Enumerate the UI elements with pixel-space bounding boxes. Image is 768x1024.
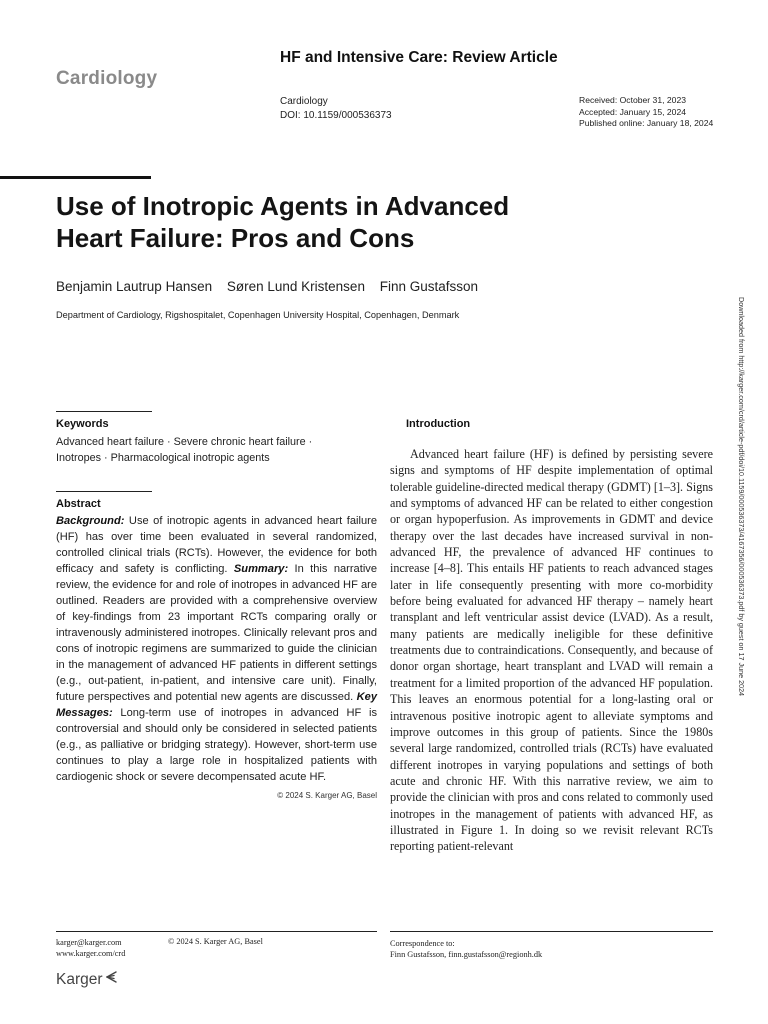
keywords-rule — [56, 411, 152, 412]
footer-email[interactable]: karger@karger.com — [56, 938, 122, 947]
footer-rule-right — [390, 931, 713, 932]
affiliation: Department of Cardiology, Rigshospitalet, Copenhagen University Hospital, Copenhagen, Denmark — [56, 310, 460, 320]
introduction-heading: Introduction — [406, 418, 471, 430]
dates-meta — [579, 95, 713, 130]
article-title: Use of Inotropic Agents in Advanced Heart Failure: Pros and Cons — [56, 191, 510, 253]
accepted-date: Accepted: January 15, 2024 — [579, 106, 687, 117]
keywords-heading: Keywords — [56, 418, 109, 430]
publisher-logo — [56, 971, 118, 989]
keywords-text: Advanced heart failure · Severe chronic heart failure · Inotropes · Pharmacological inotropic agents — [56, 436, 313, 464]
author: Finn Gustafsson — [379, 279, 479, 294]
journal-meta — [280, 95, 392, 123]
footer-correspondence — [390, 939, 542, 960]
abstract-rule — [56, 491, 152, 492]
abstract-key-text: Long-term use of inotropes in advanced HF is controversial and should only be considered in selected patients (e.g., as palliative or bridging strategy). However, short-term use continues to play a large role in hospitalized patients with cardiogenic shock or severe decompensated acute HF. — [56, 707, 377, 783]
doi[interactable]: DOI: 10.1159/000536373 — [280, 110, 392, 121]
publisher-logo-text: Karger — [56, 971, 103, 988]
journal-name: Cardiology — [280, 96, 328, 107]
author: Søren Lund Kristensen — [226, 279, 365, 294]
abstract-summary-text: In this narrative review, the evidence for and role of inotropes in advanced HF are outlined. Readers are provided with a comprehensive overview of key-findings from 23 important RCTs comparing orally or intravenously administered inotropes. Clinically relevant pros and cons of inotropic regimens are summarized to guide the clinician in the management of advanced HF patients in different settings (e.g., out-patient, in-patient, and intensive care unit). Finally, future perspectives and potential new agents are discussed. — [56, 563, 377, 703]
introduction-body: Advanced heart failure (HF) is defined by persisting severe signs and symptoms of HF despite implementation of optimal tolerable guideline-directed medical therapy (GDMT) [1–3]. Signs and symptoms of advanced HF can be related to either congestion or organ hypoperfusion. As improvements in GDMT and device therapy over the last decades have increased survival in non-advanced HF, the prevalence of advanced HF continues to increase [4–8]. This entails HF patients to reach advanced stages later in life consequently presenting with more co-morbidity before being evaluated for advanced HF therapy – namely heart transplant and left ventricular assist device (LVAD). As a result, many patients are medically ineligible for these definitive treatments due to contraindications. Consequently, and because of donor organ shortage, heart transplant and LVAD will remain a treatment for a limited proportion of the advanced HF population. This leaves an enormous potential for a long-lasting oral or intravenous positive inotropic agent to alleviate symptoms and improve outcomes in this group of patients. Since the 1980s several large randomized, controlled trials (RCTs) have evaluated different inotropes in varying populations and settings of both acute and chronic HF. With this narrative review, we aim to provide the clinician with pros and cons related to commonly used inotropes in the management of patients with advanced HF, as illustrated in Figure 1. In doing so we revisit relevant RCTs reporting patient-relevant — [390, 447, 713, 854]
footer-website[interactable]: www.karger.com/crd — [56, 949, 126, 958]
abstract-background-label: Background: — [56, 515, 125, 527]
journal-logo: Cardiology — [56, 68, 158, 89]
download-note: Downloaded from http://karger.com/crd/article-pdf/doi/10.1159/000536373/4167356/000536373.pdf by guest on 17 June 2024 — [737, 297, 746, 697]
abstract-copyright: © 2024 S. Karger AG, Basel — [277, 791, 377, 800]
title-rule — [0, 176, 151, 179]
publisher-mark-icon — [104, 970, 118, 984]
author: Benjamin Lautrup Hansen — [56, 279, 213, 294]
article-type: HF and Intensive Care: Review Article — [280, 49, 558, 66]
abstract-body — [56, 513, 377, 804]
abstract-key-label: Key Messages: — [56, 691, 377, 719]
abstract-background-text: Use of inotropic agents in advanced heart failure (HF) has over time been evaluated in several randomized, controlled clinical trials (RCTs). However, the evidence for both efficacy and safety is conflicting. — [56, 515, 377, 575]
correspondence-label: Correspondence to: — [390, 939, 455, 948]
abstract-heading: Abstract — [56, 498, 101, 510]
footer-rule-left — [56, 931, 377, 932]
abstract-summary-label: Summary: — [233, 563, 289, 575]
footer-copyright: © 2024 S. Karger AG, Basel — [168, 937, 263, 946]
footer-contact — [56, 937, 125, 959]
published-date: Published online: January 18, 2024 — [579, 118, 714, 128]
author-list — [56, 279, 489, 294]
correspondence-contact[interactable]: Finn Gustafsson, finn.gustafsson@regionh.dk — [390, 949, 543, 959]
received-date: Received: October 31, 2023 — [579, 95, 687, 105]
